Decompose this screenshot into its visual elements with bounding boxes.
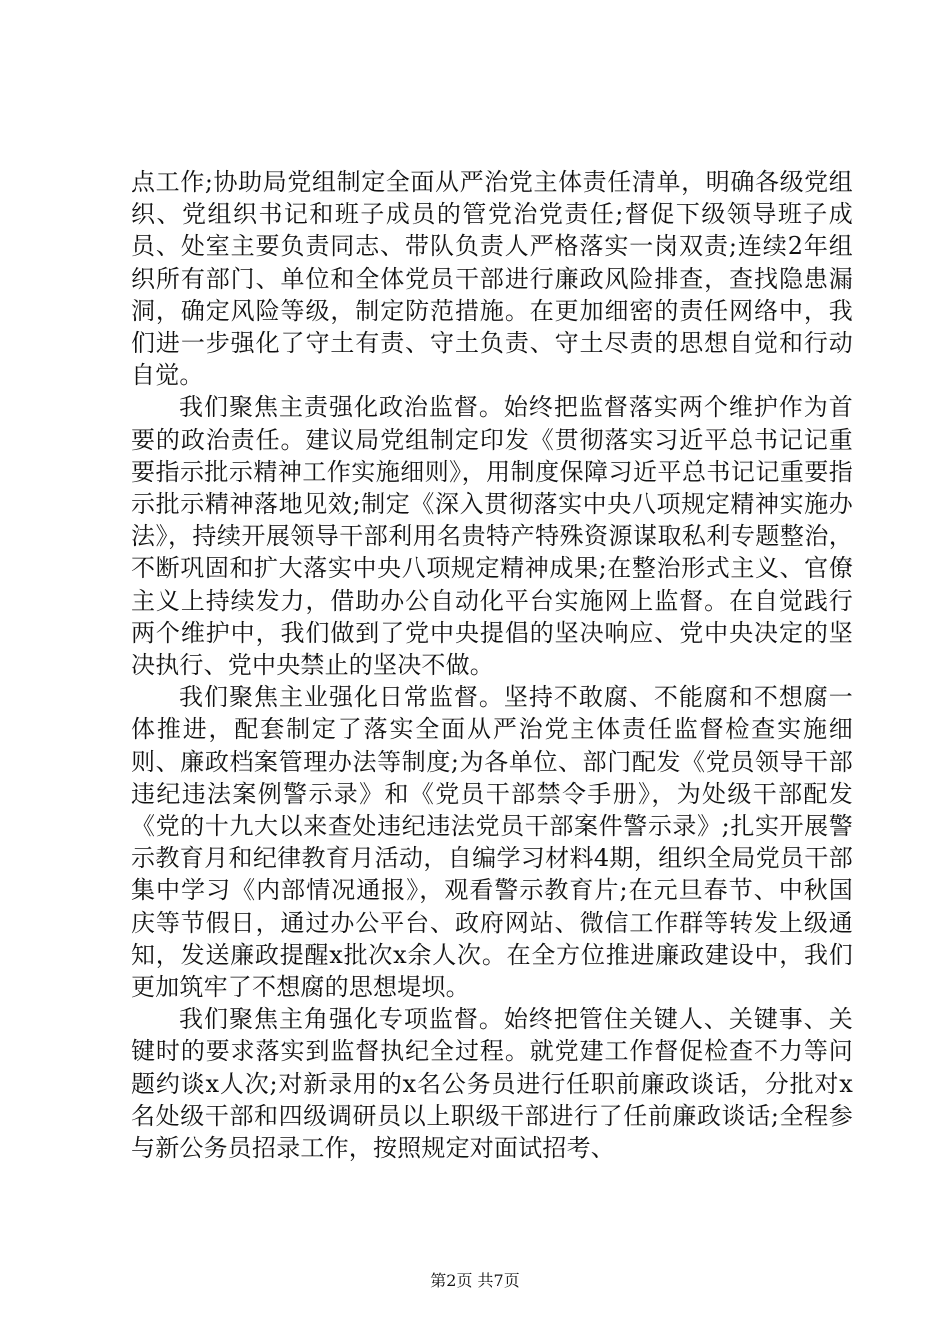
paragraph-special-supervision: 我们聚焦主角强化专项监督。始终把管住关键人、关键事、关键时的要求落实到监督执纪全过程。就党建工作督促检查不力等问题约谈x人次;对新录用的x名公务员进行任职前廉政谈话，分批对x名处级干部和四级调研员以上职级干部进行了任前廉政谈话;全程参与新公务员招录工作，按照规定对面试招考、 (131, 1005, 853, 1163)
paragraph-daily-supervision: 我们聚焦主业强化日常监督。坚持不敢腐、不能腐和不想腐一体推进，配套制定了落实全面从严治党主体责任监督检查实施细则、廉政档案管理办法等制度;为各单位、部门配发《党员领导干部违纪违法案例警示录》和《党员干部禁令手册》，为处级干部配发《党的十九大以来查处违纪违法党员干部案件警示录》;扎实开展警示教育月和纪律教育月活动，自编学习材料4期，组织全局党员干部集中学习《内部情况通报》，观看警示教育片;在元旦春节、中秋国庆等节假日，通过办公平台、政府网站、微信工作群等转发上级通知，发送廉政提醒x批次x余人次。在全方位推进廉政建设中，我们更加筑牢了不想腐的思想堤坝。 (131, 683, 853, 1002)
paragraph-political-supervision: 我们聚焦主责强化政治监督。始终把监督落实两个维护作为首要的政治责任。建议局党组制定印发《贯彻落实习近平总书记记重要指示批示精神工作实施细则》，用制度保障习近平总书记记重要指示批示精神落地见效;制定《深入贯彻落实中央八项规定精神实施办法》，持续开展领导干部利用名贵特产特殊资源谋取私利专题整治，不断巩固和扩大落实中央八项规定精神成果;在整治形式主义、官僚主义上持续发力，借助办公自动化平台实施网上监督。在自觉践行两个维护中，我们做到了党中央提倡的坚决响应、党中央决定的坚决执行、党中央禁止的坚决不做。 (131, 393, 853, 680)
paragraph-continuation: 点工作;协助局党组制定全面从严治党主体责任清单，明确各级党组织、党组织书记和班子成员的管党治党责任;督促下级领导班子成员、处室主要负责同志、带队负责人严格落实一岗双责;连续2年组织所有部门、单位和全体党员干部进行廉政风险排查，查找隐患漏洞，确定风险等级，制定防范措施。在更加细密的责任网络中，我们进一步强化了守土有责、守土负责、守土尽责的思想自觉和行动自觉。 (131, 168, 853, 390)
document-body (131, 166, 853, 1164)
page-number-footer: 第2页 共7页 (430, 1271, 520, 1290)
